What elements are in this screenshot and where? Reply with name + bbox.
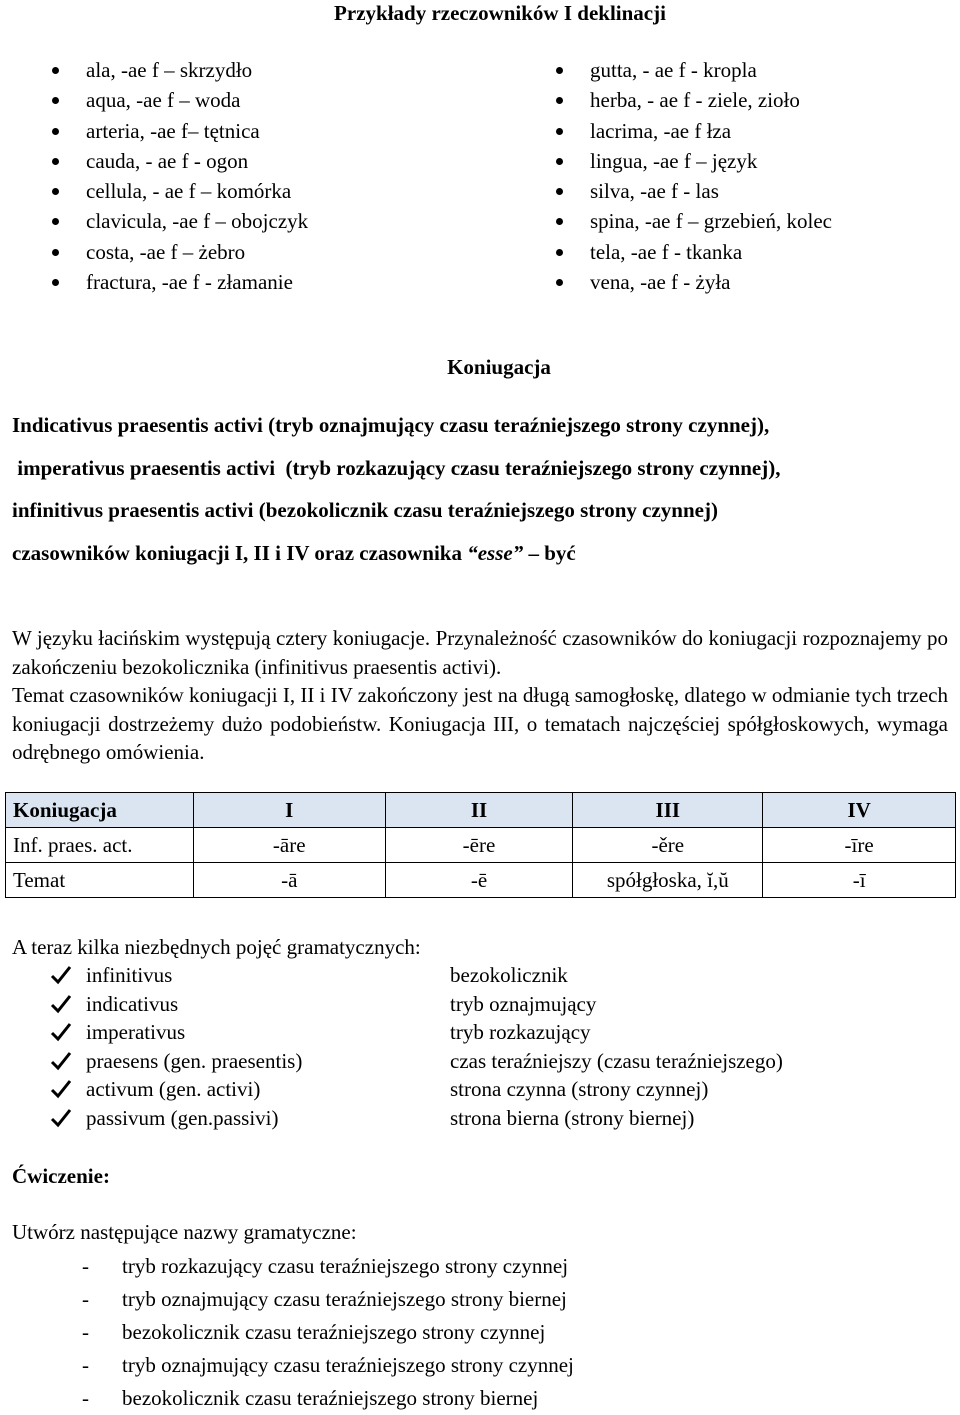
table-cell: Inf. praes. act. bbox=[6, 828, 194, 863]
vocab-intro: A teraz kilka niezbędnych pojęć gramatycznych: bbox=[12, 935, 421, 959]
bullet-icon bbox=[556, 128, 563, 135]
exercise-item: tryb oznajmujący czasu teraźniejszego strony biernej bbox=[122, 1287, 567, 1311]
bullet-icon bbox=[556, 249, 563, 256]
esse-word: “esse” bbox=[467, 541, 524, 565]
table-header-cell: Koniugacja bbox=[6, 793, 194, 828]
table-cell: spółgłoska, ĭ,ŭ bbox=[573, 863, 763, 898]
page-title: Przykłady rzeczowników I deklinacji bbox=[334, 1, 666, 25]
intro-line-esse: czasowników koniugacji I, II i IV oraz czasownika “esse” – być bbox=[12, 541, 576, 565]
dash-marker: - bbox=[82, 1287, 89, 1311]
exercise-item: tryb rozkazujący czasu teraźniejszego strony czynnej bbox=[122, 1254, 569, 1278]
paragraph-conjugations: W języku łacińskim występują cztery koniugacje. Przynależność czasowników do koniugacji rozpoznajemy po zakończeniu bezokolicznika (infinitivus praesentis activi). bbox=[12, 626, 948, 679]
list-item: tela, -ae f - tkanka bbox=[590, 237, 832, 267]
noun-list-right bbox=[590, 55, 832, 297]
dash-marker: - bbox=[82, 1254, 89, 1278]
paragraph-stems: Temat czasowników koniugacji I, II i IV zakończony jest na długą samogłoskę, dlatego w odmianie tych trzech koniugacji dostrzeżemy dużo podobieństw. Koniugacja III, o tematach najczęściej spółgłoskowych, wymaga odrębnego omówienia. bbox=[12, 683, 948, 765]
list-item: cellula, - ae f – komórka bbox=[86, 176, 308, 206]
table-header-cell: III bbox=[573, 793, 763, 828]
bullet-icon bbox=[52, 158, 59, 165]
exercise-item: tryb oznajmujący czasu teraźniejszego strony czynnej bbox=[122, 1353, 574, 1377]
bullet-icon bbox=[52, 97, 59, 104]
list-item: silva, -ae f - las bbox=[590, 176, 832, 206]
vocab-term: imperativus bbox=[86, 1020, 186, 1045]
vocab-meaning: czas teraźniejszy (czasu teraźniejszego) bbox=[450, 1048, 783, 1073]
exercise-title: Ćwiczenie: bbox=[12, 1164, 110, 1188]
dash-marker: - bbox=[82, 1353, 89, 1377]
vocab-term: praesens (gen. praesentis) bbox=[86, 1048, 303, 1073]
list-item: herba, - ae f - ziele, zioło bbox=[590, 85, 832, 115]
intro-line: imperativus praesentis activi (tryb rozkazujący czasu teraźniejszego strony czynnej), bbox=[12, 456, 781, 480]
list-item: lingua, -ae f – język bbox=[590, 146, 832, 176]
table-header-cell: I bbox=[193, 793, 385, 828]
vocab-meaning: strona czynna (strony czynnej) bbox=[450, 1077, 709, 1102]
list-item: ala, -ae f – skrzydło bbox=[86, 55, 308, 85]
bullet-icon bbox=[52, 279, 59, 286]
vocab-meaning: tryb rozkazujący bbox=[450, 1020, 591, 1045]
vocab-meaning: strona bierna (strony biernej) bbox=[450, 1105, 695, 1130]
table-cell: -āre bbox=[193, 828, 385, 863]
table-cell: -ēre bbox=[385, 828, 573, 863]
conjugation-table bbox=[5, 792, 956, 898]
list-item: spina, -ae f – grzebień, kolec bbox=[590, 206, 832, 236]
table-cell: -ē bbox=[385, 863, 573, 898]
checkmark-icon bbox=[50, 1107, 72, 1129]
checkmark-icon bbox=[50, 964, 72, 986]
list-item: cauda, - ae f - ogon bbox=[86, 146, 308, 176]
bullet-icon bbox=[52, 218, 59, 225]
list-item: clavicula, -ae f – obojczyk bbox=[86, 206, 308, 236]
list-item: costa, -ae f – żebro bbox=[86, 237, 308, 267]
vocab-term: indicativus bbox=[86, 991, 179, 1016]
list-item: vena, -ae f - żyła bbox=[590, 267, 832, 297]
checkmark-icon bbox=[50, 1078, 72, 1100]
list-item: fractura, -ae f - złamanie bbox=[86, 267, 308, 297]
bullet-icon bbox=[556, 158, 563, 165]
table-row bbox=[6, 863, 956, 898]
exercise-intro: Utwórz następujące nazwy gramatyczne: bbox=[12, 1220, 357, 1244]
bullet-icon bbox=[556, 67, 563, 74]
dash-marker: - bbox=[82, 1320, 89, 1344]
vocab-term: activum (gen. activi) bbox=[86, 1077, 261, 1102]
list-item: arteria, -ae f– tętnica bbox=[86, 116, 308, 146]
table-header-cell: II bbox=[385, 793, 573, 828]
checkmark-icon bbox=[50, 1021, 72, 1043]
list-item: lacrima, -ae f łza bbox=[590, 116, 832, 146]
bullet-icon bbox=[556, 97, 563, 104]
table-header-cell: IV bbox=[763, 793, 956, 828]
intro-line: infinitivus praesentis activi (bezokolicznik czasu teraźniejszego strony czynnej) bbox=[12, 498, 718, 522]
checkmark-icon bbox=[50, 993, 72, 1015]
bullet-icon bbox=[556, 188, 563, 195]
table-header-row bbox=[6, 793, 956, 828]
exercise-item: bezokolicznik czasu teraźniejszego strony biernej bbox=[122, 1386, 539, 1410]
vocab-term: passivum (gen.passivi) bbox=[86, 1105, 279, 1130]
table-cell: Temat bbox=[6, 863, 194, 898]
table-cell: -ā bbox=[193, 863, 385, 898]
bullet-icon bbox=[52, 188, 59, 195]
bullet-icon bbox=[52, 67, 59, 74]
exercise-item: bezokolicznik czasu teraźniejszego strony czynnej bbox=[122, 1320, 546, 1344]
table-row bbox=[6, 828, 956, 863]
table-cell: -īre bbox=[763, 828, 956, 863]
section-title: Koniugacja bbox=[447, 355, 551, 379]
list-item: gutta, - ae f - kropla bbox=[590, 55, 832, 85]
vocab-meaning: bezokolicznik bbox=[450, 963, 568, 987]
noun-list-left bbox=[86, 55, 308, 297]
vocab-meaning: tryb oznajmujący bbox=[450, 991, 597, 1016]
intro-line: Indicativus praesentis activi (tryb oznajmujący czasu teraźniejszego strony czynnej), bbox=[12, 413, 770, 437]
checkmark-icon bbox=[50, 1050, 72, 1072]
table-cell: -ī bbox=[763, 863, 956, 898]
bullet-icon bbox=[556, 279, 563, 286]
bullet-icon bbox=[52, 249, 59, 256]
bullet-icon bbox=[52, 128, 59, 135]
bullet-icon bbox=[556, 218, 563, 225]
dash-marker: - bbox=[82, 1386, 89, 1410]
list-item: aqua, -ae f – woda bbox=[86, 85, 308, 115]
vocab-term: infinitivus bbox=[86, 963, 173, 987]
table-cell: -ěre bbox=[573, 828, 763, 863]
